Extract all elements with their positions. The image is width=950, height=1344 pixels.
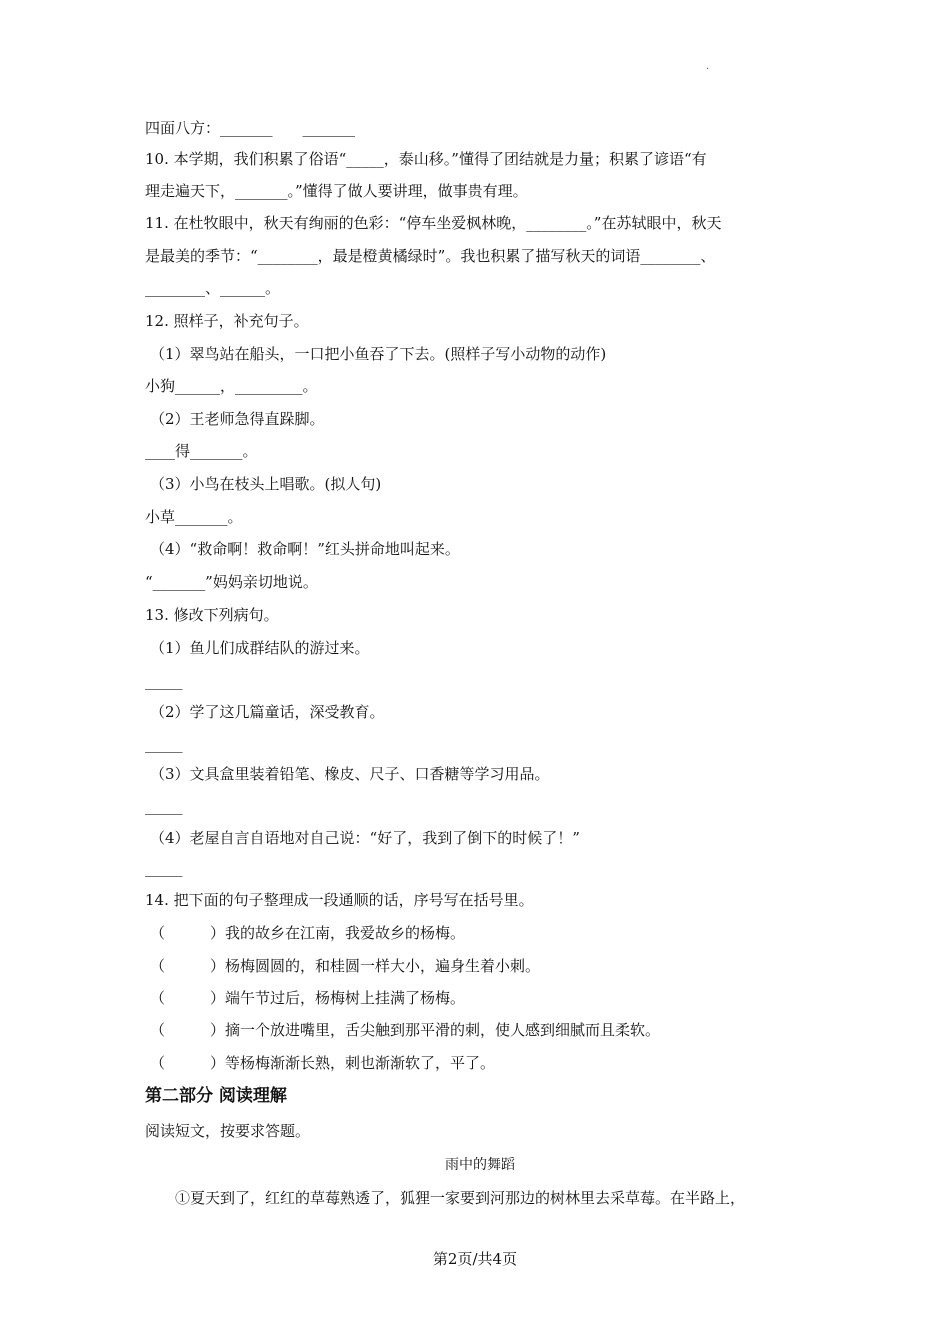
page-footer: 第2页/共4页 <box>432 1250 518 1268</box>
question-13-item-4: （4）老屋自言自语地对自己说：“好了，我到了倒下的时候了！” <box>150 829 580 847</box>
question-13-answer-2: _____ <box>145 735 183 753</box>
question-13-item-3: （3）文具盒里装着铅笔、橡皮、尺子、口香糖等学习用品。 <box>150 765 550 783</box>
question-14-item-1: （ ）我的故乡在江南，我爱故乡的杨梅。 <box>150 924 466 942</box>
question-10-line-2: 理走遍天下，_______。”懂得了做人要讲理，做事贵有理。 <box>145 182 528 200</box>
question-10-line-1: 10. 本学期，我们积累了俗语“_____，泰山移。”懂得了团结就是力量；积累了谚语“有 <box>145 150 707 168</box>
question-14-item-2: （ ）杨梅圆圆的，和桂圆一样大小，遍身生着小刺。 <box>150 957 541 975</box>
section-heading: 第二部分 阅读理解 <box>145 1086 287 1106</box>
story-title: 雨中的舞蹈 <box>445 1157 515 1173</box>
question-11-line-1: 11. 在杜牧眼中，秋天有绚丽的色彩：“停车坐爱枫林晚，________。”在苏轼眼中，秋天 <box>145 214 722 232</box>
question-12-answer-3: 小草_______。 <box>145 508 243 526</box>
question-12-answer-1: 小狗______，_________。 <box>145 377 318 395</box>
question-14-item-4: （ ）摘一个放进嘴里，舌尖触到那平滑的刺，使人感到细腻而且柔软。 <box>150 1021 661 1039</box>
question-12-item-4: （4）“救命啊！救命啊！”红头拼命地叫起来。 <box>150 540 460 558</box>
question-14-heading: 14. 把下面的句子整理成一段通顺的话，序号写在括号里。 <box>145 891 534 909</box>
story-paragraph: ①夏天到了，红红的草莓熟透了，狐狸一家要到河那边的树林里去采草莓。在半路上， <box>175 1189 746 1207</box>
reading-instruction: 阅读短文，按要求答题。 <box>145 1122 311 1140</box>
text-line: 四面八方：_______ _______ <box>145 119 356 137</box>
question-11-line-2: 是最美的季节：“________，最是橙黄橘绿时”。我也积累了描写秋天的词语________、 <box>145 247 716 265</box>
question-12-answer-2: ____得_______。 <box>145 442 258 460</box>
question-13-item-1: （1）鱼儿们成群结队的游过来。 <box>150 639 370 657</box>
question-13-heading: 13. 修改下列病句。 <box>145 606 279 624</box>
corner-mark: · <box>706 64 710 75</box>
question-13-answer-4: _____ <box>145 859 183 877</box>
question-12-item-3: （3）小鸟在枝头上唱歌。(拟人句) <box>150 475 382 493</box>
question-11-line-3: ________、______。 <box>145 279 281 297</box>
question-12-answer-4: “_______”妈妈亲切地说。 <box>145 573 318 591</box>
question-12-item-2: （2）王老师急得直跺脚。 <box>150 410 325 428</box>
question-12-heading: 12. 照样子，补充句子。 <box>145 312 309 330</box>
question-13-answer-3: _____ <box>145 797 183 815</box>
question-14-item-3: （ ）端午节过后，杨梅树上挂满了杨梅。 <box>150 989 466 1007</box>
question-13-item-2: （2）学了这几篇童话，深受教育。 <box>150 703 385 721</box>
question-12-item-1: （1）翠鸟站在船头，一口把小鱼吞了下去。(照样子写小动物的动作) <box>150 345 607 363</box>
question-14-item-5: （ ）等杨梅渐渐长熟，刺也渐渐软了，平了。 <box>150 1054 496 1072</box>
question-13-answer-1: _____ <box>145 672 183 690</box>
